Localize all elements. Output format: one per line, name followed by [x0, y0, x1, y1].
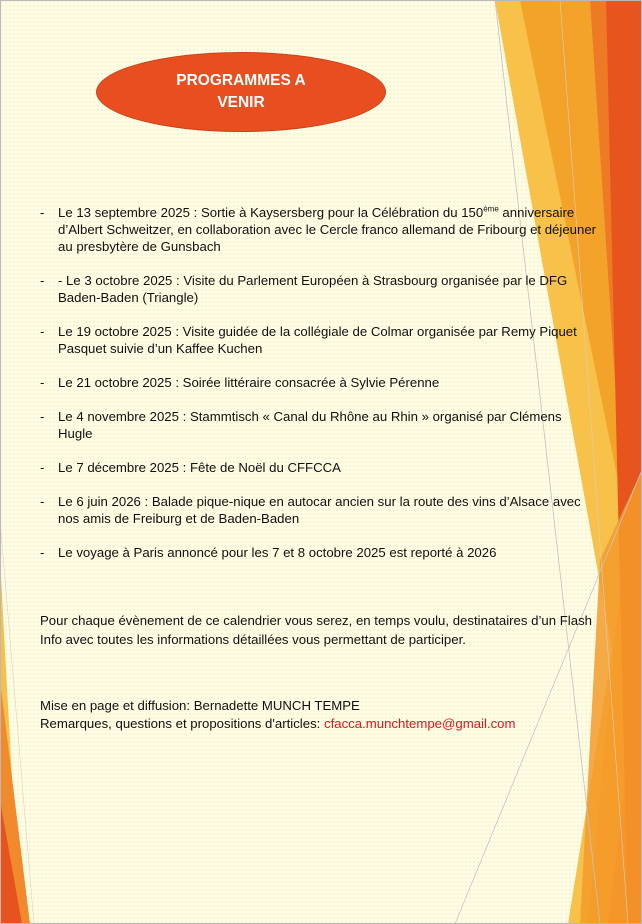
- event-item: [38, 323, 598, 357]
- event-text: Le 13 septembre 2025 : Sortie à Kaysersberg pour la Célébration du 150: [58, 205, 484, 220]
- event-item: [38, 374, 598, 391]
- page-title: PROGRAMMES A VENIR: [176, 72, 306, 111]
- event-item: [38, 272, 598, 306]
- contact-label: Remarques, questions et propositions d'articles:: [40, 716, 324, 731]
- events-list: [38, 204, 598, 561]
- event-text: Le 21 octobre 2025 : Soirée littéraire consacrée à Sylvie Pérenne: [58, 375, 440, 390]
- event-item: [38, 204, 598, 255]
- title-oval: [96, 52, 386, 132]
- contact-line: [40, 715, 610, 733]
- event-text: Le 4 novembre 2025 : Stammtisch « Canal du Rhône au Rhin » organisé par Clémens Hugle: [58, 409, 562, 441]
- layout-credit: Mise en page et diffusion: Bernadette MUNCH TEMPE: [40, 698, 360, 713]
- event-text: Le 6 juin 2026 : Balade pique-nique en autocar ancien sur la route des vins d’Alsace avec nos amis de Freiburg et de Baden-Baden: [58, 494, 581, 526]
- event-text: Le voyage à Paris annoncé pour les 7 et 8 octobre 2025 est reporté à 2026: [58, 545, 497, 560]
- event-text-cont: anniversaire d’Albert Schweitzer, en collaboration avec le Cercle franco allemand de Fribourg et déjeuner au presbytère de Gunsbach: [58, 205, 597, 254]
- event-item: [38, 544, 598, 561]
- event-ordinal-sup: ème: [483, 204, 499, 214]
- contact-email-link[interactable]: cfacca.munchtempe@gmail.com: [324, 716, 516, 731]
- event-item: [38, 408, 598, 442]
- event-item: [38, 493, 598, 527]
- info-note: Pour chaque évènement de ce calendrier vous serez, en temps voulu, destinataires d’un Flash Info avec toutes les informations détaillées vous permettant de participer.: [40, 613, 592, 647]
- event-item: [38, 459, 598, 476]
- event-text: - Le 3 octobre 2025 : Visite du Parlement Européen à Strasbourg organisée par le DFG Baden-Baden (Triangle): [58, 273, 568, 305]
- credits: [40, 697, 610, 733]
- event-text: Le 7 décembre 2025 : Fête de Noël du CFFCCA: [58, 460, 341, 475]
- event-text: Le 19 octobre 2025 : Visite guidée de la collégiale de Colmar organisée par Remy Piquet Pasquet suivie d’un Kaffee Kuchen: [58, 324, 577, 356]
